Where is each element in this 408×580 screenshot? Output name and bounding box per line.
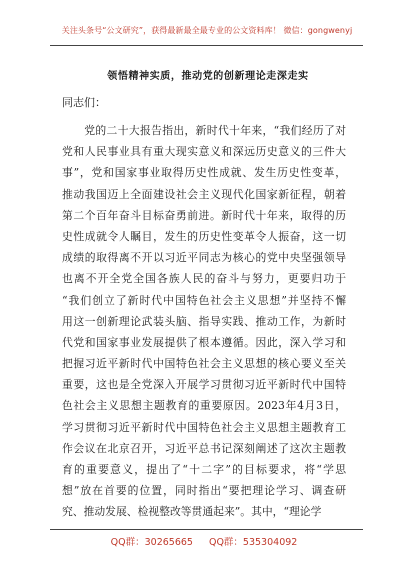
body-line: 重要，这也是全党深入开展学习贯彻习近平新时代中国特 bbox=[62, 378, 346, 392]
body-line: 史性成就令人瞩目，发生的历史性变革令人振奋，这一切 bbox=[62, 229, 346, 243]
footer bbox=[0, 534, 408, 548]
footer-qq-group-1: QQ群：30265665 bbox=[110, 537, 193, 548]
header-banner: 关注头条号“公文研究”，获得最新最全最专业的公文资料库！ 微信：gongwenyj bbox=[61, 26, 353, 35]
document-title: 领悟精神实质，推动党的创新理论走深走实 bbox=[107, 71, 309, 82]
body-line: 第二个百年奋斗目标奋勇前进。新时代十年来，取得的历 bbox=[62, 208, 346, 222]
body-line: 推动我国迈上全面建设社会主义现代化国家新征程，朝着 bbox=[62, 187, 346, 201]
salutation: 同志们： bbox=[62, 96, 106, 109]
body-line: 色社会主义思想主题教育的重要原因。2023年4月3日， bbox=[62, 399, 346, 413]
body-line: “我们创立了新时代中国特色社会主义思想”并坚持不懈 bbox=[62, 293, 346, 307]
body-line: 究、推动发展、检视整改等贯通起来”。其中，“理论学 bbox=[62, 505, 322, 519]
body-line: 想”放在首要的位置，同时指出“要把理论学习、调查研 bbox=[62, 484, 346, 498]
footer-qq-group-2: QQ群：535304092 bbox=[208, 537, 298, 548]
body-line: 用这一创新理论武装头脑、指导实践、推动工作，为新时 bbox=[62, 314, 346, 328]
body-line: 党和人民事业具有重大现实意义和深远历史意义的三件大 bbox=[62, 145, 346, 159]
body-line: 事”，党和国家事业取得历史性成就、发生历史性变革， bbox=[62, 166, 346, 180]
body-text bbox=[62, 120, 346, 523]
body-line: 成绩的取得离不开以习近平同志为核心的党中央坚强领导 bbox=[62, 251, 346, 265]
body-line: 代党和国家事业发展提供了根本遵循。因此，深入学习和 bbox=[62, 335, 346, 349]
body-line: 学习贯彻习近平新时代中国特色社会主义思想主题教育工 bbox=[62, 420, 346, 434]
header-divider bbox=[50, 45, 363, 46]
body-line: 党的二十大报告指出，新时代十年来，“我们经历了对 bbox=[62, 124, 346, 137]
body-line: 把握习近平新时代中国特色社会主义思想的核心要义至关 bbox=[62, 357, 346, 371]
body-line: 也离不开全党全国各族人民的奋斗与努力，更要归功于 bbox=[62, 272, 346, 286]
body-line: 作会议在北京召开，习近平总书记深刻阐述了这次主题教 bbox=[62, 441, 346, 455]
body-line: 育的重要意义，提出了“十二字”的目标要求，将“学思 bbox=[62, 463, 346, 476]
footer-divider bbox=[50, 529, 363, 530]
